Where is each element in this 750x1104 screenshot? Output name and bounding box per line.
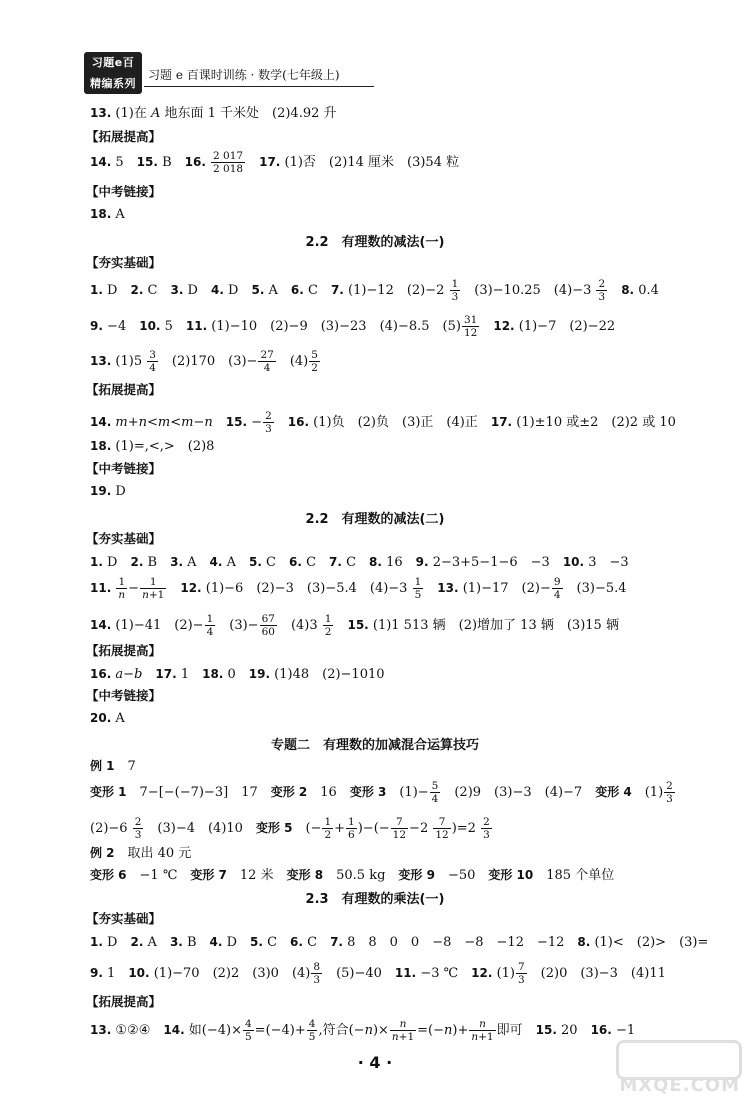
answer-line: 1. D 2. A 3. B 4. D 5. C 6. C 7. 8 8 0 0 −8 −8 −12 −12 8. (1)< (2)> (3)= — [90, 935, 709, 950]
answer-line: 14. m+n<m<m−n 15. − $\frac{2}{3}$ 16. (1)负 (2)负 (3)正 (4)正 17. (1)±10 或±2 (2)2 或 10 — [90, 410, 676, 435]
answer-line: 13. (1)5 $\frac{3}{4}$ (2)170 (3)− $\frac{27}{4}$ (4) $\frac{5}{2}$ — [90, 349, 318, 374]
answer-line: 13. (1)在 A 地东面 1 千米处 (2)4.92 升 — [90, 106, 337, 121]
logo-top-text: 习题e百 — [91, 56, 135, 69]
section-title: 2.2 有理数的减法(一) — [305, 235, 445, 250]
watermark-text: MXQE.COM — [619, 1075, 740, 1096]
series-logo — [84, 52, 142, 94]
answer-line: (2)−6 $\frac{2}{3}$ (3)−4 (4)10 变形 5 (− $\frac{1}{2}$ + $\frac{1}{6}$ )−(− $\frac{7}{12}$ −2 $\frac{7}{12}$ )=2 $\frac{2}{3}$ — [90, 816, 490, 841]
answer-line: 1. D 2. B 3. A 4. A 5. C 6. C 7. C 8. 16 9. 2−3+5−1−6 −3 10. 3 −3 — [90, 555, 629, 570]
answer-line: 18. A — [90, 207, 125, 222]
section-title: 专题二 有理数的加减混合运算技巧 — [270, 738, 479, 753]
watermark-logo — [602, 1040, 742, 1096]
label-exam: 【中考链接】 — [86, 184, 162, 199]
label-exam: 【中考链接】 — [86, 461, 162, 476]
book-title: 习题 e 百课时训练 · 数学(七年级上) — [148, 68, 340, 82]
answer-line: 变形 1 7−[−(−7)−3] 17 变形 2 16 变形 3 (1)− $\frac{5}{4}$ (2)9 (3)−3 (4)−7 变形 4 (1) $\frac{2}{3}$ — [90, 780, 673, 805]
label-extend: 【拓展提高】 — [86, 994, 162, 1009]
page-header — [84, 52, 374, 96]
logo-bottom-text: 精编系列 — [90, 77, 136, 90]
label-extend: 【拓展提高】 — [86, 129, 162, 144]
label-extend: 【拓展提高】 — [86, 643, 162, 658]
answer-line: 13. ①②④ 14. 如(−4)× $\frac{4}{5}$ =(−4)+ $\frac{4}{5}$ ,符合(−n)× $\frac{n}{n+1}$ =(−n)+ $\frac{n}{n+1}$ 即可 15. 20 16. −1 — [90, 1018, 636, 1043]
label-exam: 【中考链接】 — [86, 688, 162, 703]
answer-line: 变形 6 −1 ℃ 变形 7 12 米 变形 8 50.5 kg 变形 9 −50 变形 10 185 个单位 — [90, 868, 615, 883]
answer-line: 例 2 取出 40 元 — [90, 846, 192, 861]
answer-line: 19. D — [90, 484, 126, 499]
answer-line: 11. $\frac{1}{n}$ − $\frac{1}{n+1}$ 12. (1)−6 (2)−3 (3)−5.4 (4)−3 $\frac{1}{5}$ 13. (1)−17 (2)− $\frac{9}{4}$ (3)−5.4 — [90, 576, 627, 601]
label-basic: 【夯实基础】 — [86, 531, 162, 546]
answer-line: 18. (1)=,<,> (2)8 — [90, 439, 215, 454]
answer-line: 1. D 2. C 3. D 4. D 5. A 6. C 7. (1)−12 (2)−2 $\frac{1}{3}$ (3)−10.25 (4)−3 $\frac{2}{3}$ 8. 0.4 — [90, 278, 659, 303]
label-extend: 【拓展提高】 — [86, 382, 162, 397]
section-title: 2.2 有理数的减法(二) — [305, 512, 445, 527]
header-rule — [144, 86, 374, 87]
answer-line: 14. (1)−41 (2)− $\frac{1}{4}$ (3)− $\frac{67}{60}$ (4)3 $\frac{1}{2}$ 15. (1)1 513 辆 (2)增加了 13 辆 (3)15 辆 — [90, 613, 619, 638]
answer-line: 9. 1 10. (1)−70 (2)2 (3)0 (4) $\frac{8}{3}$ (5)−40 11. −3 ℃ 12. (1) $\frac{7}{3}$ (2)0 (3)−3 (4)11 — [90, 961, 666, 986]
answer-line: 例 1 7 — [90, 759, 136, 774]
page-number: · 4 · — [357, 1053, 393, 1072]
answer-line: 14. 5 15. B 16. $\frac{2 017}{2 018}$ 17. (1)否 (2)14 厘米 (3)54 粒 — [90, 150, 460, 175]
answer-line: 16. a−b 17. 1 18. 0 19. (1)48 (2)−1010 — [90, 667, 385, 682]
section-title: 2.3 有理数的乘法(一) — [305, 892, 445, 907]
answer-line: 20. A — [90, 711, 125, 726]
answer-line: 9. −4 10. 5 11. (1)−10 (2)−9 (3)−23 (4)−8.5 (5) $\frac{31}{12}$ 12. (1)−7 (2)−22 — [90, 314, 616, 339]
label-basic: 【夯实基础】 — [86, 255, 162, 270]
label-basic: 【夯实基础】 — [86, 911, 162, 926]
watermark-frame — [616, 1040, 742, 1080]
